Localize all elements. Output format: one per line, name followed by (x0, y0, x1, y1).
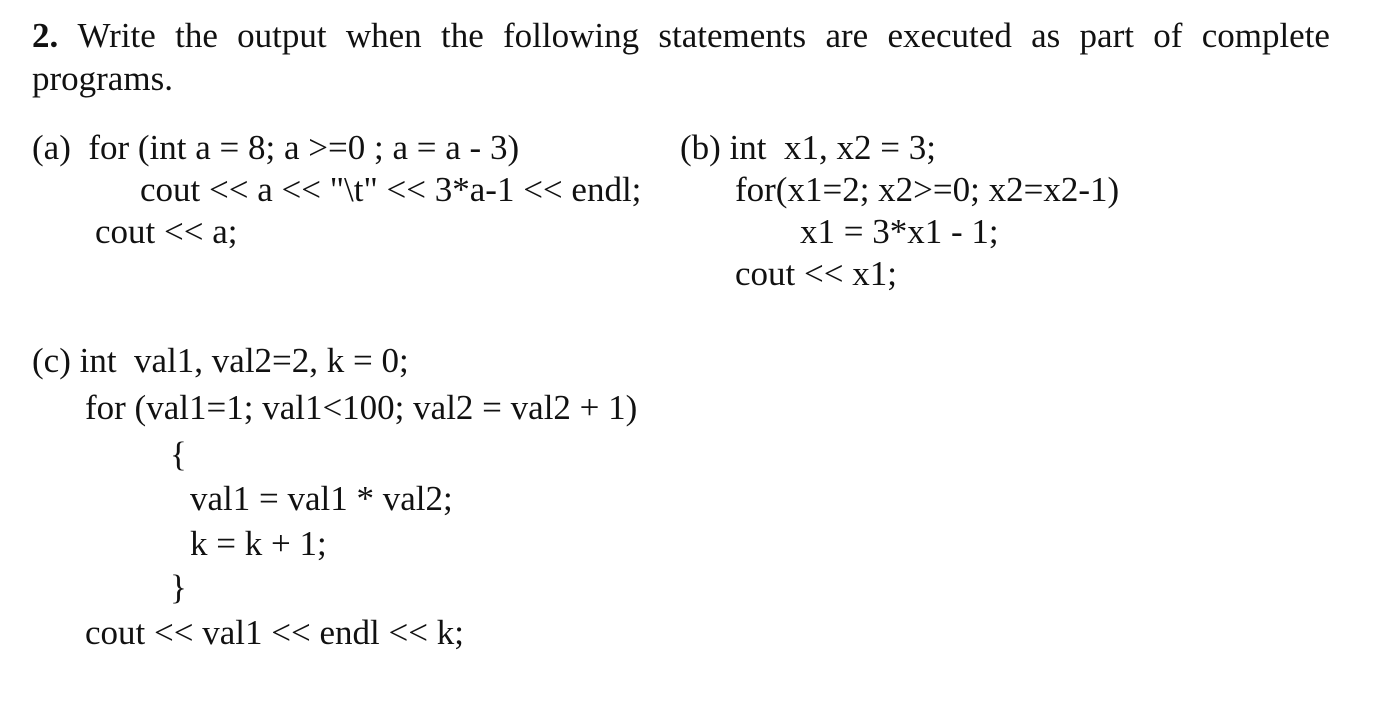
part-a-code-line: cout << a << "\t" << 3*a-1 << endl; (140, 170, 642, 209)
question-word: Write (77, 16, 156, 55)
question-word: output (237, 16, 327, 55)
part-c-code-line: for (val1=1; val1<100; val2 = val2 + 1) (85, 388, 638, 427)
part-c-code-line: k = k + 1; (190, 524, 327, 563)
part-a-code-line: cout << a; (95, 212, 238, 251)
part-a-code-line: (a) for (int a = 8; a >=0 ; a = a - 3) (32, 128, 520, 167)
part-c-code-line: val1 = val1 * val2; (190, 479, 453, 518)
question-word: the (440, 16, 484, 55)
question-word: of (1153, 16, 1183, 55)
question-word: as (1031, 16, 1061, 55)
question-number: 2. (32, 16, 59, 55)
question-word: the (175, 16, 218, 55)
question-heading-line (32, 18, 1330, 53)
part-b-code-line: x1 = 3*x1 - 1; (800, 212, 999, 251)
part-b-code-line: cout << x1; (735, 254, 897, 293)
question-text-line2: programs. (32, 59, 173, 98)
question-word: are (825, 16, 869, 55)
part-c-code-line: { (170, 435, 187, 474)
part-c-code-line: cout << val1 << endl << k; (85, 613, 464, 652)
question-word: part (1079, 16, 1134, 55)
question-word: following (503, 16, 640, 55)
part-b-code-line: (b) int x1, x2 = 3; (680, 128, 936, 167)
question-word: statements (658, 16, 807, 55)
question-word: complete (1201, 16, 1330, 55)
question-word: when (345, 16, 422, 55)
question-word: executed (887, 16, 1012, 55)
part-c-code-line: (c) int val1, val2=2, k = 0; (32, 341, 409, 380)
part-b-code-line: for(x1=2; x2>=0; x2=x2-1) (735, 170, 1120, 209)
part-c-code-line: } (170, 568, 187, 607)
